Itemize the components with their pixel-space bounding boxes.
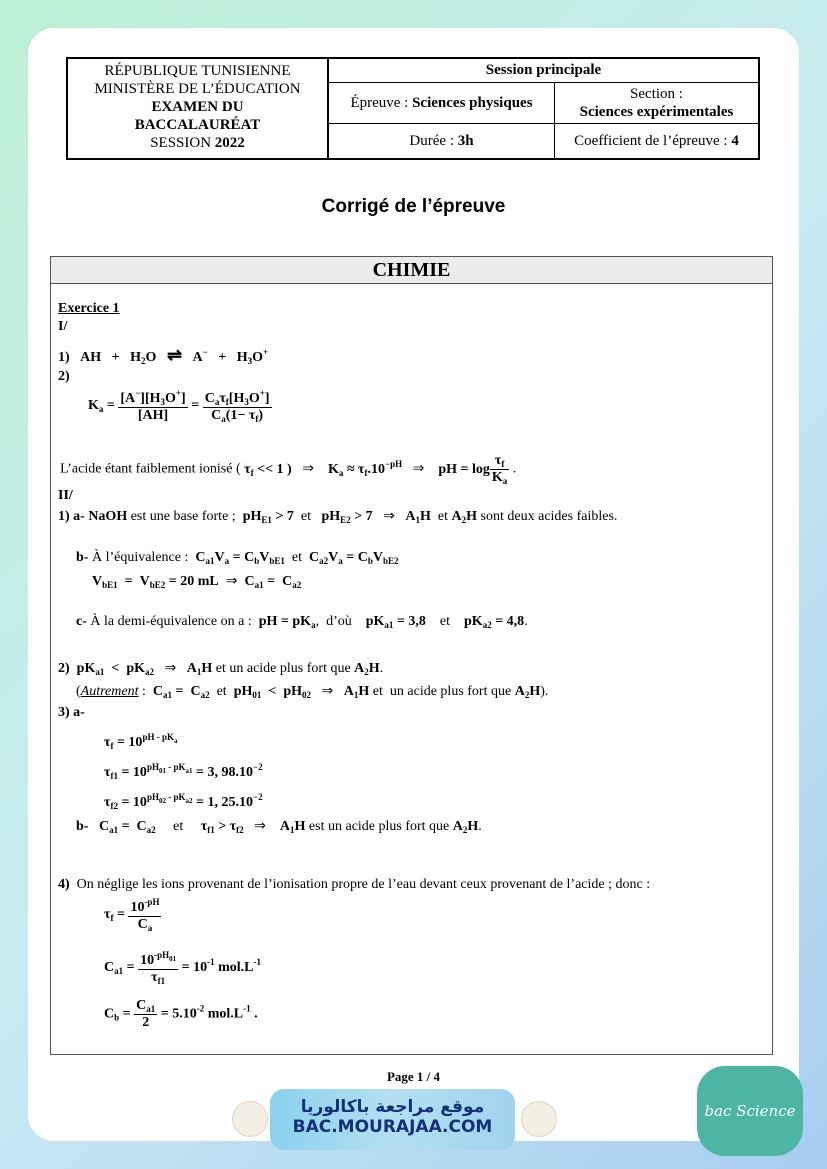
header-bac: BACCALAURÉAT — [134, 117, 261, 133]
page-title: Corrigé de l’épreuve — [321, 196, 506, 217]
answer-1c: c- À la demi-équivalence on a : pH = $pK_a$, d’où $pK_{a1} = 3,8$ et $pK_{a2} = 4,8$. — [76, 614, 528, 630]
approx-line: L’acide étant faiblement ionisé ( $\tau_f << 1$ ) ⇒ $K_a \approx \tau_f.10^{-pH}$ ⇒ pH = log $\frac{\tau_f}{K_a}$ . — [60, 453, 517, 486]
q3-label: 3) a- — [58, 705, 85, 720]
answer-2-alt: (Autrement : $C_{a1} = C_{a2}$ et $pH_{01} < pH_{02}$ ⇒ $A_1H$ et un acide plus fort que $A_2H$). — [76, 684, 549, 700]
answer-1b-result: $V_{bE1} = V_{bE2} = 20$ mL ⇒ $C_{a1} = C_{a2}$ — [92, 574, 302, 590]
session-label: Session principale — [485, 62, 602, 78]
q2-number: 2) — [58, 369, 70, 384]
exam-header-table — [66, 57, 760, 160]
answer-4: 4) On néglige les ions provenant de l’ionisation propre de l’eau devant ceux provenant de l’acide ; donc : — [58, 877, 651, 892]
tau-f2: $\tau_{f2} = 10^{pH_{02} - pK_{a2}} = 1$, $25.10^{-2}$ — [104, 792, 263, 811]
section-cell: Section : Sciences expérimentales — [579, 86, 734, 120]
exercise-heading: Exercice 1 — [58, 301, 120, 316]
section-heading: CHIMIE — [51, 257, 772, 284]
coef-cell: Coefficient de l’épreuve : 4 — [574, 133, 739, 149]
header-session-year: SESSION 2022 — [150, 135, 245, 151]
equation-1: 1) AH + $H_2O$ ⇌ $A^- + H_3O^+$ — [58, 345, 269, 366]
left-logo-icon — [232, 1101, 268, 1137]
site-banner[interactable] — [270, 1089, 515, 1150]
ka-formula: $K_a$ = $\frac{[A^-][H_3O^+]}{[AH]}$ = $\frac{C_a\tau_f[H_3O^+]}{C_a(1- \tau_f)}$ — [88, 388, 270, 424]
header-institution — [68, 59, 329, 158]
tau-f-formula: $\tau_f$ = $\frac{10^{-pH}}{C_a}$ — [104, 897, 160, 933]
cb-formula: $C_b$ = $\frac{C_{a1}}{2}$ = $5.10^{-2}$ $mol.L^{-1}$ . — [104, 998, 258, 1030]
site-url[interactable]: BAC.MOURAJAA.COM — [292, 1117, 493, 1137]
part-one: I/ — [58, 319, 68, 334]
header-ministry: MINISTÈRE DE L’ÉDUCATION — [94, 81, 301, 97]
duree-cell: Durée : 3h — [409, 133, 474, 149]
header-country: RÉPUBLIQUE TUNISIENNE — [104, 63, 291, 79]
chimie-box — [50, 256, 773, 1055]
page-number: Page 1 / 4 — [386, 1069, 441, 1084]
answer-1b: b- À l’équivalence : $C_{a1}V_a = C_bV_{bE1}$ et $C_{a2}V_a = C_bV_{bE2}$ — [76, 550, 399, 566]
ca1-formula: $C_{a1}$ = $\frac{10^{-pH_{01}}}{\tau_{f1}}$ = $10^{-1}$ $mol.L^{-1}$ — [104, 950, 261, 986]
answer-2: 2) $pK_{a1} < pK_{a2}$ ⇒ $A_1H$ et un acide plus fort que $A_2H$. — [58, 661, 384, 677]
part-two: II/ — [58, 488, 73, 503]
header-exam: EXAMEN DU — [151, 99, 244, 115]
answer-3b: b- $C_{a1} = C_{a2}$ et $\tau_{f1} > \tau_{f2}$ ⇒ $A_1H$ est un acide plus fort que $A_2H$. — [76, 819, 482, 835]
tau-formula: $\tau_f = 10^{pH - pK_a}$ — [104, 732, 178, 751]
site-name-arabic: موقع مراجعة باكالوريا — [300, 1097, 485, 1117]
epreuve-cell: Épreuve : Sciences physiques — [350, 95, 533, 111]
answer-1a: 1) a- NaOH est une base forte ; $pH_{E1} > 7$ et $pH_{E2} > 7$ ⇒ $A_1H$ et $A_2H$ sont deux acides faibles. — [58, 509, 618, 525]
tau-f1: $\tau_{f1} = 10^{pH_{01} - pK_{a1}} = 3$, $98.10^{-2}$ — [104, 762, 263, 781]
bac-science-badge: bac Science — [697, 1066, 803, 1156]
right-logo-icon — [521, 1101, 557, 1137]
